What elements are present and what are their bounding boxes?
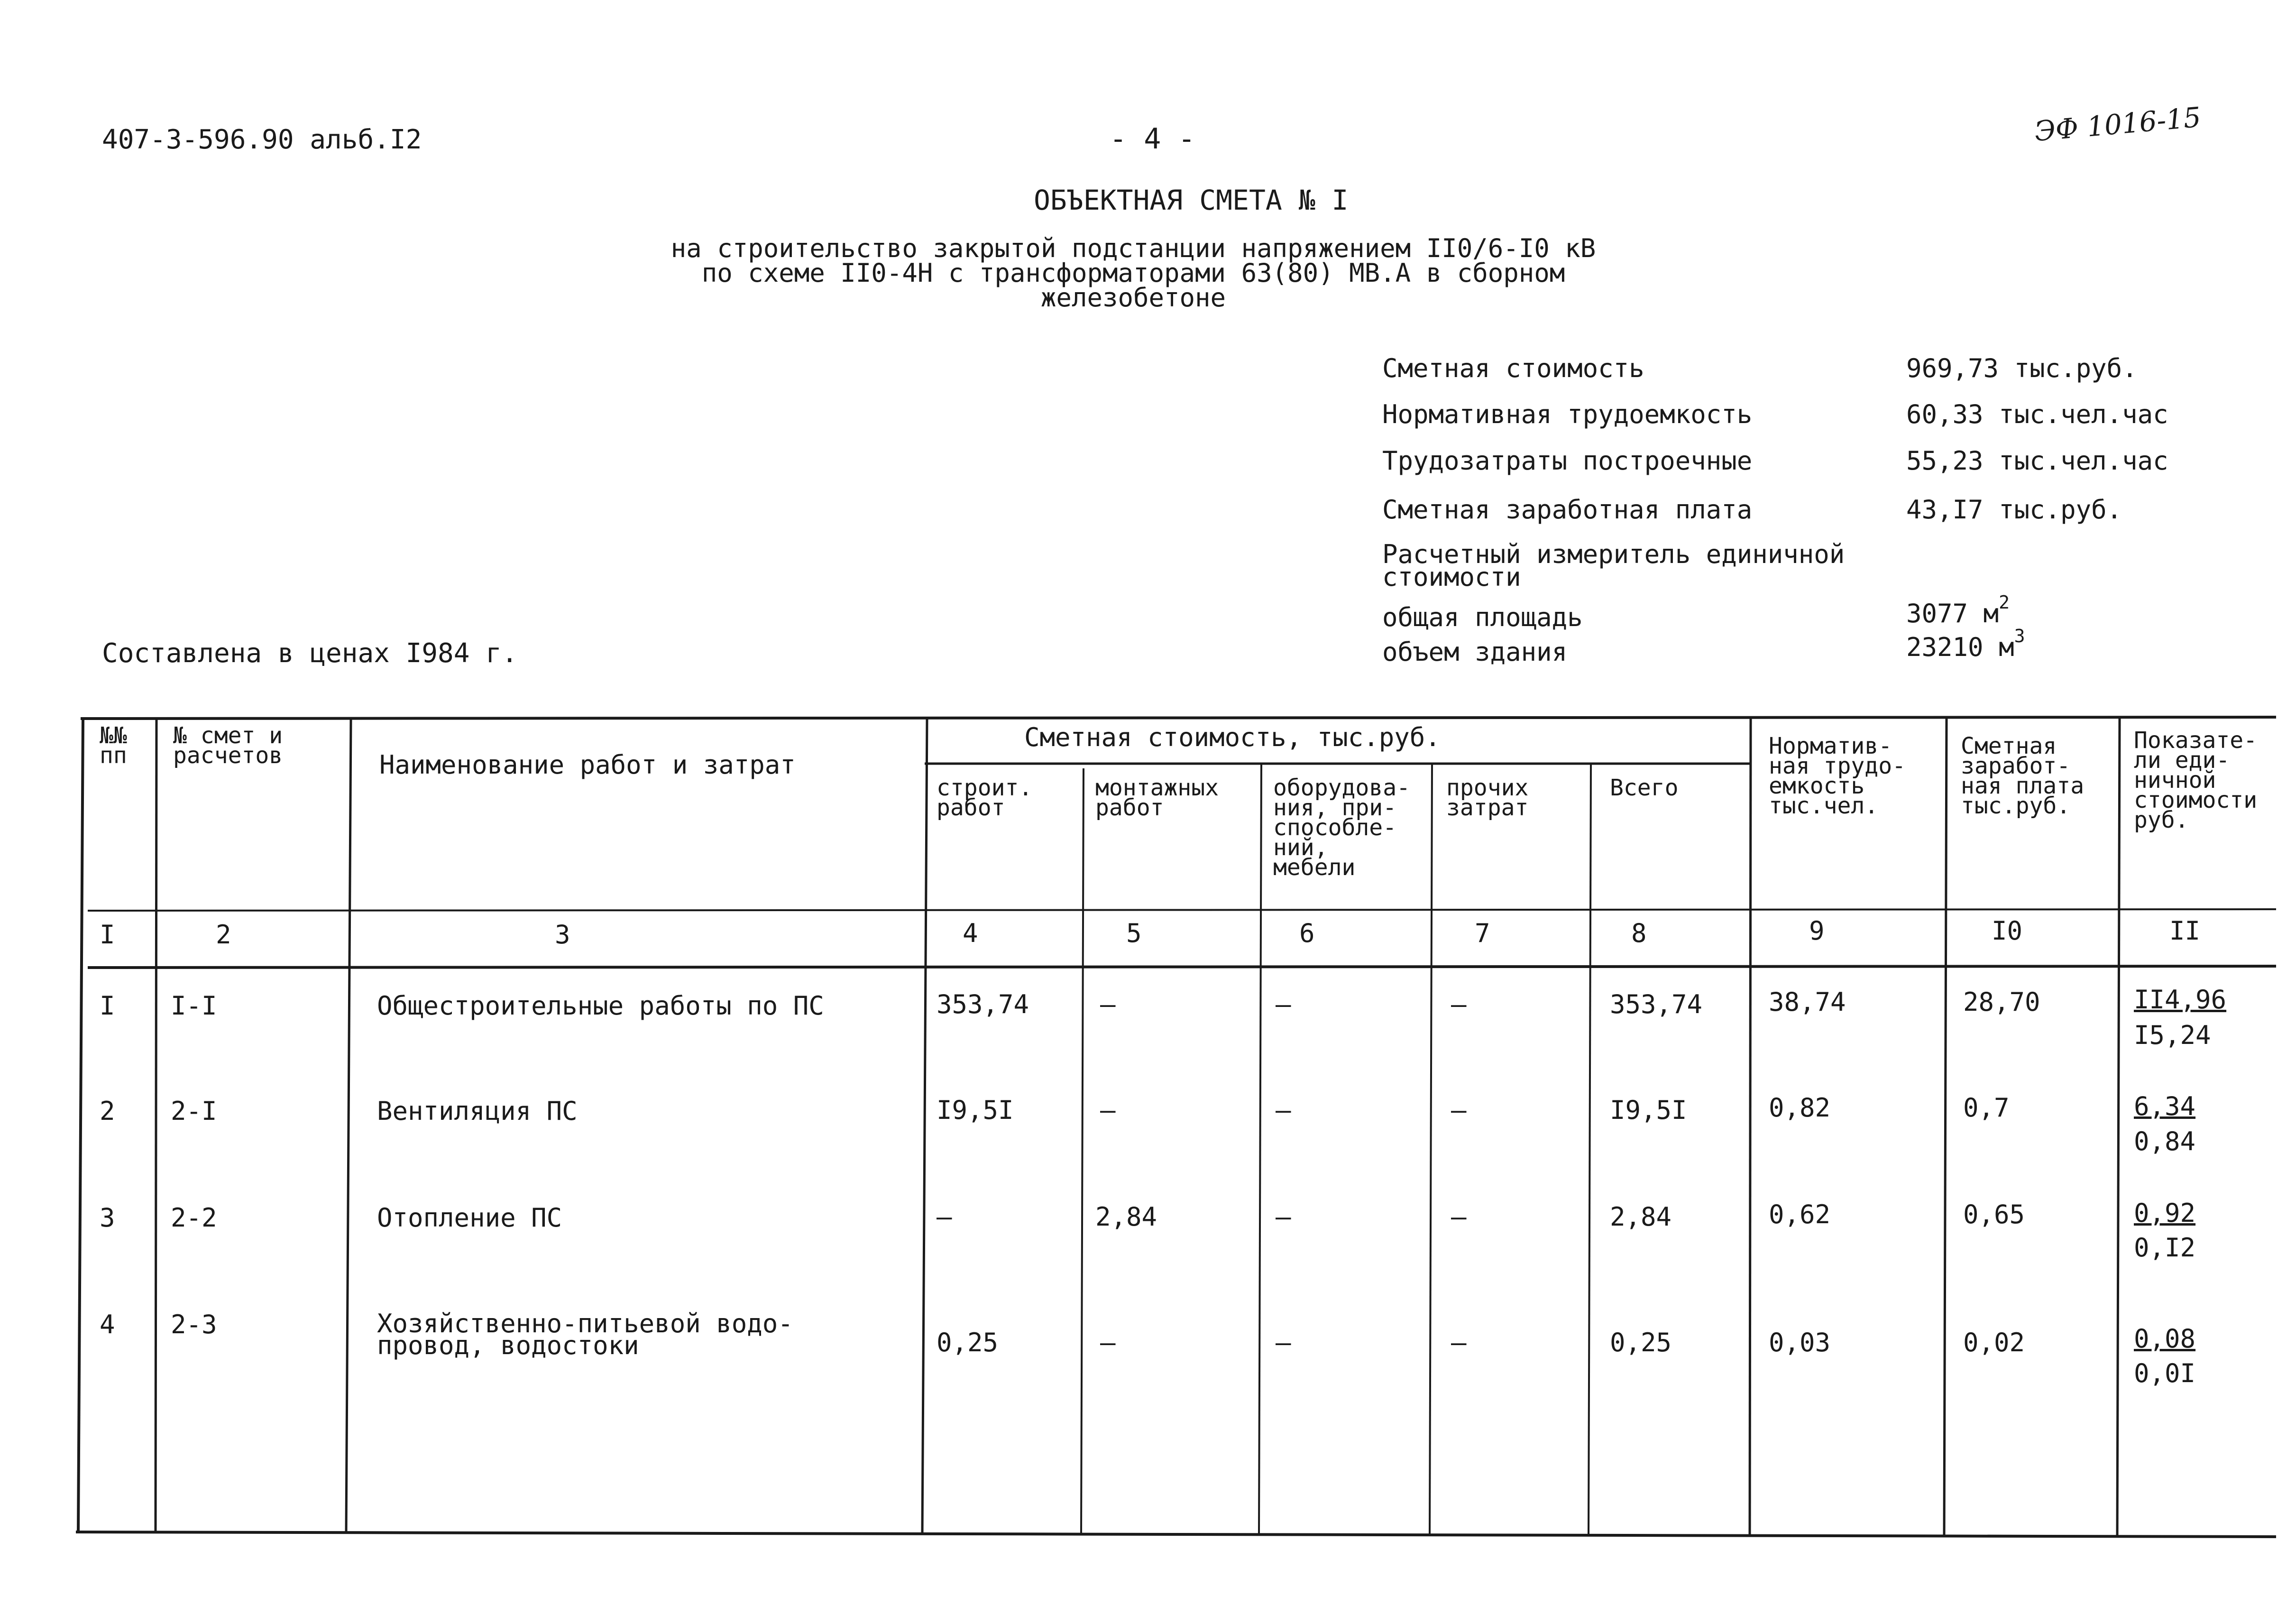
row-installation-cost: – <box>1100 1095 1116 1125</box>
row-estimate-ref: 2-2 <box>171 1203 217 1233</box>
page-subtitle: на строительство закрытой подстанции напряжением II0/6-I0 кВ по схеме II0-4Н с трансформаторами 63(80) МВ.А в сборном железобетоне <box>670 233 1596 313</box>
header-total: Всего <box>1610 775 1679 801</box>
row-wage: 0,7 <box>1963 1093 2010 1123</box>
row-total-cost: 353,74 <box>1610 989 1703 1019</box>
header-construction-works: строит. работ <box>937 775 1033 821</box>
column-number: I <box>100 920 115 950</box>
header-cost-group: Сметная стоимость, тыс.руб. <box>1024 722 1441 752</box>
column-number: 6 <box>1299 918 1315 948</box>
row-unit-cost-numerator: 0,92 <box>2134 1198 2196 1228</box>
row-unit-cost-numerator: II4,96 <box>2134 985 2227 1015</box>
row-unit-cost-denominator: I5,24 <box>2134 1020 2211 1050</box>
row-work-name: Хозяйственно-питьевой водо- провод, водостоки <box>377 1309 793 1360</box>
row-unit-cost-denominator: 0,0I <box>2134 1358 2196 1388</box>
column-number: 4 <box>963 918 978 948</box>
header-other-costs: прочих затрат <box>1446 775 1529 821</box>
row-total-cost: 0,25 <box>1610 1328 1672 1357</box>
header-wage: Сметная заработ- ная плата тыс.руб. <box>1961 733 2085 819</box>
header-work-name: Наименование работ и затрат <box>379 750 796 780</box>
row-other-cost: – <box>1451 1328 1467 1357</box>
summary-area-label: общая площадь <box>1382 602 1583 632</box>
column-number: II <box>2169 916 2201 946</box>
header-estimate-number: № смет и расчетов <box>173 722 283 769</box>
column-number: 9 <box>1809 916 1825 946</box>
row-unit-cost-numerator: 6,34 <box>2134 1091 2196 1121</box>
header-unit-cost: Показате- ли еди- ничной стоимости руб. <box>2134 727 2258 833</box>
row-construction-cost: 353,74 <box>937 989 1029 1019</box>
summary-wage-value: 43,I7 тыс.руб. <box>1906 495 2122 525</box>
row-estimate-ref: I-I <box>171 991 217 1021</box>
header-labor-intensity: Норматив- ная трудо- емкость тыс.чел. <box>1769 733 1906 819</box>
summary-labor-norm-value: 60,33 тыс.чел.час <box>1906 399 2168 429</box>
row-construction-cost: – <box>937 1202 952 1232</box>
row-labor-intensity: 0,03 <box>1769 1328 1831 1357</box>
column-number: 7 <box>1475 918 1490 948</box>
column-number: 5 <box>1126 918 1142 948</box>
row-installation-cost: – <box>1100 989 1116 1019</box>
summary-labor-site-value: 55,23 тыс.чел.час <box>1906 446 2168 476</box>
row-number: 2 <box>100 1096 115 1126</box>
summary-cost-value: 969,73 тыс.руб. <box>1906 353 2138 383</box>
row-labor-intensity: 0,82 <box>1769 1093 1831 1123</box>
row-other-cost: – <box>1451 1202 1467 1232</box>
row-estimate-ref: 2-3 <box>171 1310 217 1339</box>
row-wage: 28,70 <box>1963 987 2040 1017</box>
summary-labor-norm-label: Нормативная трудоемкость <box>1382 399 1753 429</box>
row-other-cost: – <box>1451 1095 1467 1125</box>
row-equipment-cost: – <box>1276 989 1291 1019</box>
page-number: - 4 - <box>1110 122 1195 156</box>
row-equipment-cost: – <box>1276 1095 1291 1125</box>
prices-note: Составлена в ценах I984 г. <box>102 638 518 669</box>
row-work-name: Отопление ПС <box>377 1203 562 1233</box>
row-wage: 0,65 <box>1963 1200 2025 1229</box>
row-number: 4 <box>100 1310 115 1339</box>
header-installation-works: монтажных работ <box>1095 775 1219 821</box>
summary-labor-site-label: Трудозатраты построечные <box>1382 446 1753 476</box>
row-equipment-cost: – <box>1276 1328 1291 1357</box>
row-construction-cost: I9,5I <box>937 1095 1014 1125</box>
row-labor-intensity: 0,62 <box>1769 1200 1831 1229</box>
column-number: 2 <box>216 920 231 950</box>
summary-meter-label: Расчетный измеритель единичной стоимости <box>1382 539 1845 592</box>
row-number: 3 <box>100 1203 115 1233</box>
row-unit-cost-denominator: 0,84 <box>2134 1126 2196 1156</box>
column-number: 3 <box>555 920 570 950</box>
summary-volume-value: 23210 $м^3$ <box>1906 626 2025 662</box>
page-title: ОБЪЕКТНАЯ СМЕТА № I <box>1034 184 1349 216</box>
document-code: 407-3-596.90 альб.I2 <box>102 124 422 155</box>
summary-wage-label: Сметная заработная плата <box>1382 495 1753 525</box>
row-labor-intensity: 38,74 <box>1769 987 1846 1017</box>
row-unit-cost-denominator: 0,I2 <box>2134 1233 2196 1263</box>
row-total-cost: I9,5I <box>1610 1095 1687 1125</box>
summary-area-value: 3077 $м^2$ <box>1906 592 2010 628</box>
row-installation-cost: – <box>1100 1328 1116 1357</box>
column-number: I0 <box>1992 916 2023 946</box>
row-total-cost: 2,84 <box>1610 1202 1672 1232</box>
row-estimate-ref: 2-I <box>171 1096 217 1126</box>
row-work-name: Вентиляция ПС <box>377 1096 578 1126</box>
row-construction-cost: 0,25 <box>937 1328 999 1357</box>
row-unit-cost-numerator: 0,08 <box>2134 1324 2196 1354</box>
row-equipment-cost: – <box>1276 1202 1291 1232</box>
row-wage: 0,02 <box>1963 1328 2025 1357</box>
column-number: 8 <box>1631 918 1647 948</box>
row-work-name: Общестроительные работы по ПС <box>377 991 824 1021</box>
summary-volume-label: объем здания <box>1382 637 1568 667</box>
row-number: I <box>100 991 115 1021</box>
summary-cost-label: Сметная стоимость <box>1382 353 1644 383</box>
header-row-number: №№ пп <box>100 722 127 769</box>
header-equipment: оборудова- ния, при- способле- ний, мебели <box>1273 775 1410 881</box>
row-other-cost: – <box>1451 989 1467 1019</box>
row-installation-cost: 2,84 <box>1095 1202 1157 1232</box>
handwritten-stamp: ЭФ 1016-15 <box>2033 101 2203 148</box>
